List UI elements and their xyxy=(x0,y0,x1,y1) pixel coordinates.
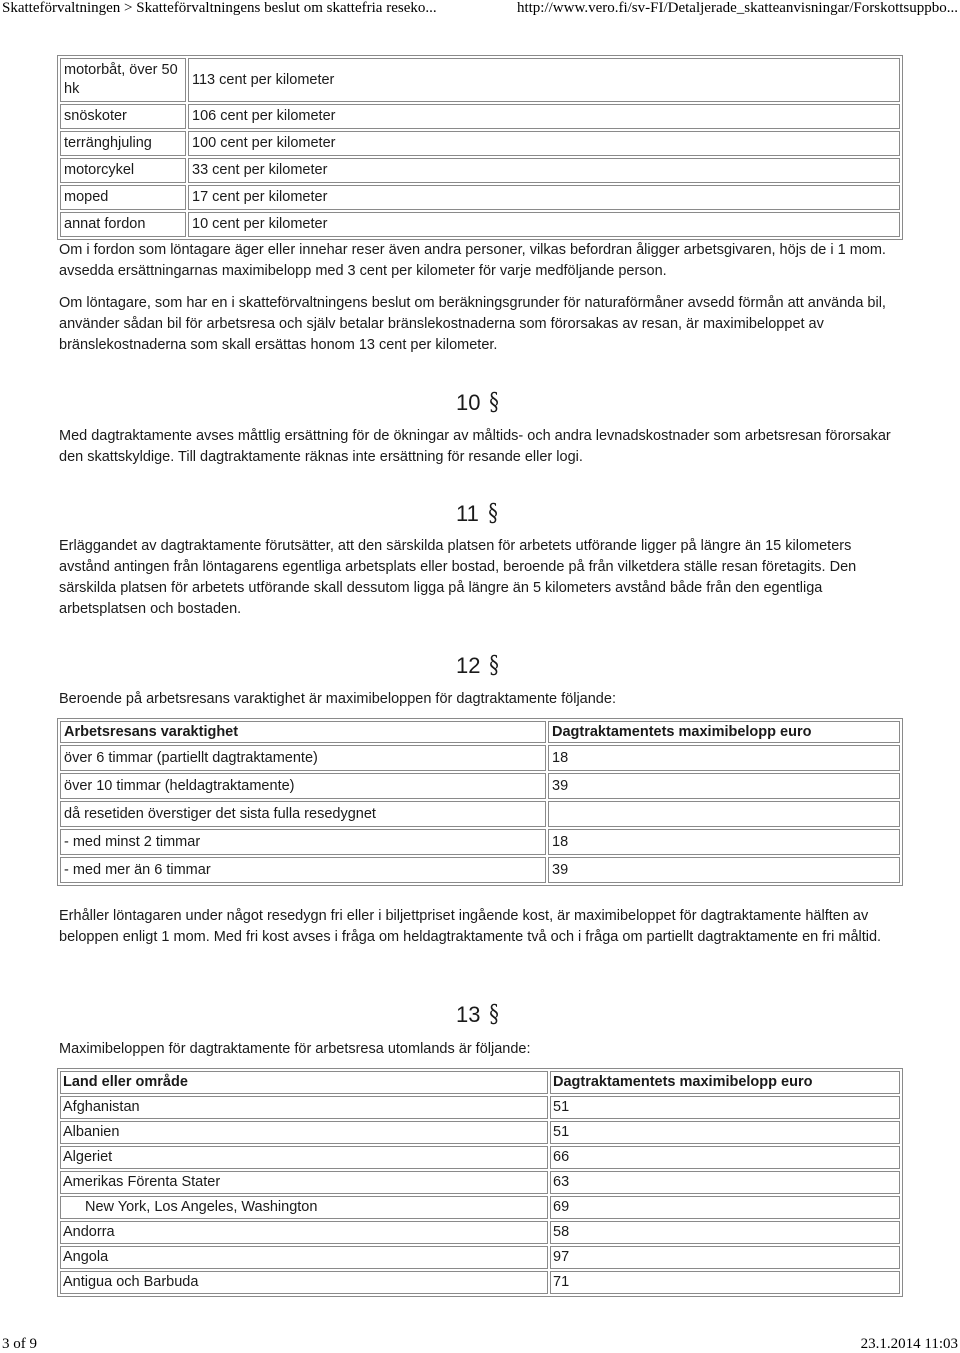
print-timestamp: 23.1.2014 11:03 xyxy=(860,1336,958,1352)
vehicle-rate: 33 cent per kilometer xyxy=(188,158,900,183)
page-counter: 3 of 9 xyxy=(2,1336,37,1352)
table-row xyxy=(60,131,900,156)
country-cell: Antigua och Barbuda xyxy=(60,1271,548,1294)
amount-cell: 58 xyxy=(550,1221,900,1244)
table-row xyxy=(60,1146,900,1169)
section-heading-11 xyxy=(456,500,499,527)
header-url: http://www.vero.fi/sv-FI/Detaljerade_skatteanvisningar/Forskottsuppbo... xyxy=(516,0,958,16)
section-heading-10 xyxy=(456,389,500,416)
country-cell: Angola xyxy=(60,1246,548,1269)
section-number: 12 xyxy=(456,653,481,678)
print-header xyxy=(0,0,960,22)
paragraph-sec11: Erläggandet av dagtraktamente förutsätter, att den särskilda platsen för arbetets utförande ligger på längre än 15 kilometers avstånd antingen från löntagarens egentliga arbetsplats eller bostad, beroende på från vilketdera ställe resan företagits. Den särskilda platsen för arbetets utförande skall dessutom ligga på längre än 5 kilometers avstånd både från den egentliga arbetsplatsen och bostaden. xyxy=(59,538,857,617)
amount-cell: 18 xyxy=(548,829,900,855)
table-row xyxy=(60,58,900,102)
column-header: Dagtraktamentets maximibelopp euro xyxy=(548,721,900,743)
table-row xyxy=(60,1096,900,1119)
header-breadcrumb: Skatteförvaltningen > Skatteförvaltningens beslut om skattefria reseko... xyxy=(2,0,437,16)
vehicle-rate-table xyxy=(57,55,903,240)
duration-cell: då resetiden överstiger det sista fulla resedygnet xyxy=(60,801,546,827)
print-footer xyxy=(0,1336,960,1353)
amount-cell: 66 xyxy=(550,1146,900,1169)
table-row xyxy=(60,1196,900,1219)
section-sign-icon: § xyxy=(489,651,500,679)
vehicle-rate: 17 cent per kilometer xyxy=(188,185,900,210)
vehicle-rate: 100 cent per kilometer xyxy=(188,131,900,156)
section-heading-13 xyxy=(456,1001,500,1028)
section-number: 13 xyxy=(456,1002,481,1027)
table-row xyxy=(60,1121,900,1144)
section-heading-12 xyxy=(456,652,500,679)
vehicle-type: terränghjuling xyxy=(60,131,186,156)
amount-cell: 18 xyxy=(548,745,900,771)
country-cell: Algeriet xyxy=(60,1146,548,1169)
country-cell: Amerikas Förenta Stater xyxy=(60,1171,548,1194)
paragraph-passengers: Om i fordon som löntagare äger eller innehar reser även andra personer, vilkas befordran åligger arbetsgivaren, höjs de i 1 mom. avsedda ersättningarnas maximibelopp med 3 cent per kilometer för varje medföljande person. xyxy=(59,242,886,279)
amount-cell: 39 xyxy=(548,773,900,799)
table-header-row xyxy=(60,1071,900,1094)
table-row xyxy=(60,104,900,129)
domestic-allowance-table xyxy=(57,718,903,886)
vehicle-type: annat fordon xyxy=(60,212,186,237)
duration-cell: - med minst 2 timmar xyxy=(60,829,546,855)
column-header: Land eller område xyxy=(60,1071,548,1094)
table-row xyxy=(60,185,900,210)
amount-cell: 39 xyxy=(548,857,900,883)
section-sign-icon: § xyxy=(489,1000,500,1028)
country-cell: Andorra xyxy=(60,1221,548,1244)
table-header-row xyxy=(60,721,900,743)
vehicle-rate: 113 cent per kilometer xyxy=(188,58,900,102)
amount-cell xyxy=(548,801,900,827)
table-row xyxy=(60,801,900,827)
amount-cell: 63 xyxy=(550,1171,900,1194)
amount-cell: 97 xyxy=(550,1246,900,1269)
table-row xyxy=(60,1271,900,1294)
section-sign-icon: § xyxy=(489,388,500,416)
vehicle-type: motorcykel xyxy=(60,158,186,183)
paragraph-sec10: Med dagtraktamente avses måttlig ersättning för de ökningar av måltids- och andra levnadskostnader som arbetsresan förorsakar den skattskyldige. Till dagtraktamente räknas inte ersättning för resande eller logi. xyxy=(59,428,891,465)
amount-cell: 69 xyxy=(550,1196,900,1219)
duration-cell: - med mer än 6 timmar xyxy=(60,857,546,883)
paragraph-sec13-intro: Maximibeloppen för dagtraktamente för arbetsresa utomlands är följande: xyxy=(59,1041,531,1057)
vehicle-type: motorbåt, över 50 hk xyxy=(60,58,186,102)
paragraph-fuel: Om löntagare, som har en i skatteförvaltningens beslut om beräkningsgrunder för naturaförmåner avsedd förmån att använda bil, använder sådan bil för arbetsresa och själv betalar bränslekostnaderna som förorsakas av resan, är maximibeloppet av bränslekostnaderna som skall ersättas honom 13 cent per kilometer. xyxy=(59,295,886,353)
table-row xyxy=(60,212,900,237)
amount-cell: 51 xyxy=(550,1121,900,1144)
table-row xyxy=(60,829,900,855)
country-cell: Afghanistan xyxy=(60,1096,548,1119)
table-row xyxy=(60,857,900,883)
paragraph-sec12-free-meals: Erhåller löntagaren under något resedygn fri eller i biljettpriset ingående kost, är maximibeloppet för dagtraktamente hälften av beloppen enligt 1 mom. Med fri kost avses i fråga om heldagtraktamente två och i fråga om partiellt dagtraktamente en fri måltid. xyxy=(59,908,882,945)
country-cell: New York, Los Angeles, Washington xyxy=(60,1196,548,1219)
duration-cell: över 6 timmar (partiellt dagtraktamente) xyxy=(60,745,546,771)
paragraph-sec12-intro: Beroende på arbetsresans varaktighet är maximibeloppen för dagtraktamente följande: xyxy=(59,691,616,707)
table-row xyxy=(60,773,900,799)
section-number: 11 xyxy=(456,501,479,526)
table-row xyxy=(60,158,900,183)
vehicle-type: moped xyxy=(60,185,186,210)
vehicle-rate: 10 cent per kilometer xyxy=(188,212,900,237)
table-row xyxy=(60,1171,900,1194)
table-row xyxy=(60,1246,900,1269)
vehicle-type: snöskoter xyxy=(60,104,186,129)
vehicle-rate: 106 cent per kilometer xyxy=(188,104,900,129)
foreign-allowance-table xyxy=(57,1068,903,1297)
section-sign-icon: § xyxy=(488,499,498,527)
column-header: Dagtraktamentets maximibelopp euro xyxy=(550,1071,900,1094)
duration-cell: över 10 timmar (heldagtraktamente) xyxy=(60,773,546,799)
country-cell: Albanien xyxy=(60,1121,548,1144)
table-row xyxy=(60,1221,900,1244)
amount-cell: 51 xyxy=(550,1096,900,1119)
section-number: 10 xyxy=(456,390,481,415)
amount-cell: 71 xyxy=(550,1271,900,1294)
column-header: Arbetsresans varaktighet xyxy=(60,721,546,743)
table-row xyxy=(60,745,900,771)
